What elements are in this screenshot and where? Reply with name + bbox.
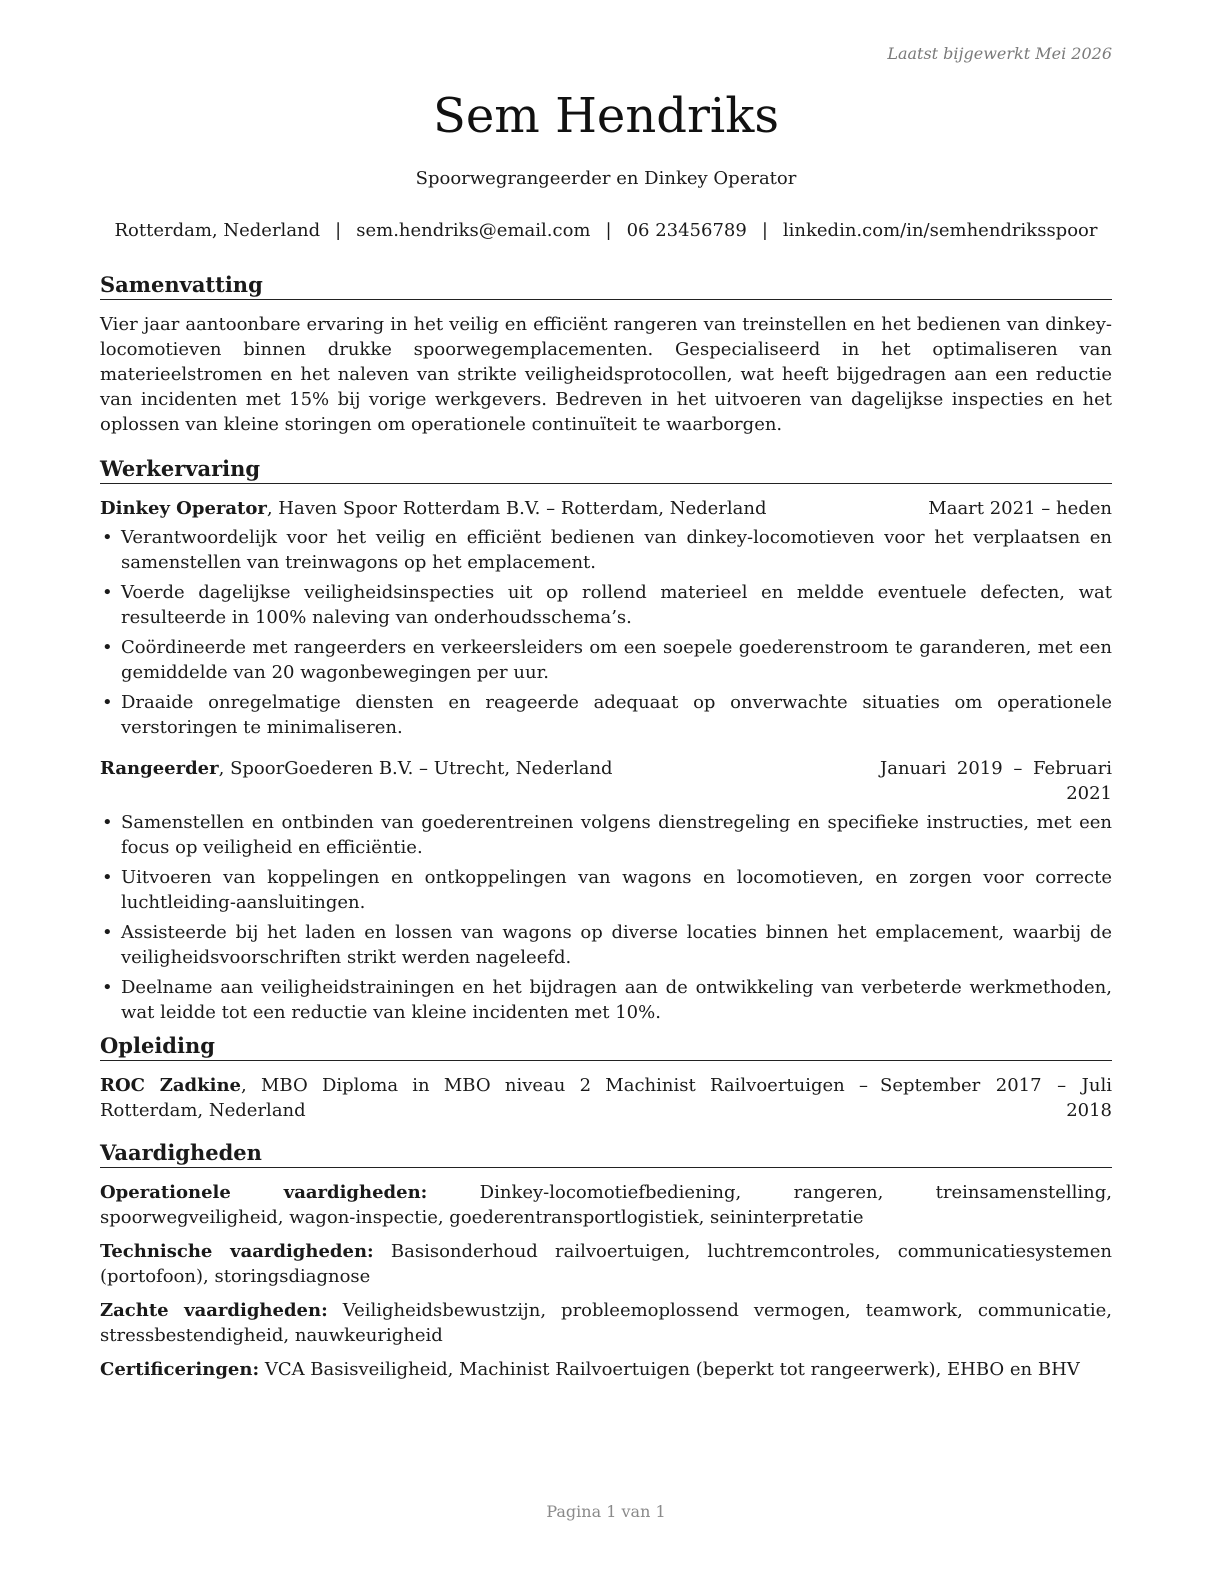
candidate-name: Sem Hendriks xyxy=(433,88,779,144)
job-role: Dinkey Operator xyxy=(100,498,267,519)
contact-phone[interactable]: 06 23456789 xyxy=(626,220,747,241)
job-company: , SpoorGoederen B.V. – Utrecht, Nederland xyxy=(218,758,613,779)
skill-text: Veiligheidsbewustzijn, probleemoplossend vermogen, teamwork, communicatie, stressbestendigheid, nauwkeurigheid xyxy=(100,1300,1112,1346)
job-bullets xyxy=(100,525,1112,740)
job-bullets xyxy=(100,810,1112,1025)
skill-label: Technische vaardigheden: xyxy=(100,1241,374,1262)
contact-location: Rotterdam, Nederland xyxy=(114,220,321,241)
job-bullet: • Draaide onregelmatige diensten en reageerde adequaat op onverwachte situaties om operationele verstoringen te minimaliseren. xyxy=(100,690,1112,740)
resume-page xyxy=(100,0,1112,1584)
skill-text: Basisonderhoud railvoertuigen, luchtremcontroles, communicatiesystemen (portofoon), storingsdiagnose xyxy=(100,1241,1112,1287)
page-number-footer: Pagina 1 van 1 xyxy=(546,1502,666,1521)
candidate-headline: Spoorwegrangeerder en Dinkey Operator xyxy=(415,168,797,189)
section-title-experience: Werkervaring xyxy=(100,455,1112,484)
job-bullet: • Coördineerde met rangeerders en verkeersleiders om een soepele goederenstroom te garanderen, met een gemiddelde van 20 wagonbewegingen per uur. xyxy=(100,635,1112,685)
job-entry xyxy=(100,496,1112,740)
job-title-line xyxy=(100,756,868,806)
section-title-summary: Samenvatting xyxy=(100,271,1112,300)
job-entry xyxy=(100,756,1112,1025)
contact-separator: | xyxy=(761,220,768,241)
skill-label: Zachte vaardigheden: xyxy=(100,1300,328,1321)
education-detail: , MBO Diploma in MBO niveau 2 Machinist Railvoertuigen – Rotterdam, Nederland xyxy=(100,1075,869,1121)
section-title-skills: Vaardigheden xyxy=(100,1139,1112,1168)
contact-email[interactable]: sem.hendriks@email.com xyxy=(356,220,591,241)
contact-separator: | xyxy=(605,220,612,241)
education-school: ROC Zadkine xyxy=(100,1075,241,1096)
skills-section xyxy=(100,1139,1112,1382)
section-title-education: Opleiding xyxy=(100,1032,1112,1061)
job-bullet: • Voerde dagelijkse veiligheidsinspecties uit op rollend materieel en meldde eventuele defecten, wat resulteerde in 100% naleving van onderhoudsschema’s. xyxy=(100,580,1112,630)
job-bullet: • Verantwoordelijk voor het veilig en efficiënt bedienen van dinkey-locomotieven voor het verplaatsen en samenstellen van treinwagons op het emplacement. xyxy=(100,525,1112,575)
education-line xyxy=(100,1073,868,1123)
skill-group xyxy=(100,1180,1112,1230)
education-dates: September 2017 – Juli 2018 xyxy=(880,1075,1112,1121)
job-dates: Januari 2019 – Februari 2021 xyxy=(880,758,1112,804)
skill-group xyxy=(100,1357,1112,1382)
job-title-line xyxy=(100,496,916,521)
job-bullet: • Samenstellen en ontbinden van goederentreinen volgens dienstregeling en specifieke instructies, met een focus op veiligheid en efficiëntie. xyxy=(100,810,1112,860)
summary-section xyxy=(100,271,1112,437)
education-section xyxy=(100,1032,1112,1123)
resume-content xyxy=(100,271,1112,1391)
skill-group xyxy=(100,1298,1112,1348)
summary-text: Vier jaar aantoonbare ervaring in het veilig en efficiënt rangeren van treinstellen en het bedienen van dinkey-locomotieven binnen drukke spoorwegemplacementen. Gespecialiseerd in het optimaliseren van materieelstromen en het naleven van strikte veiligheidsprotocollen, wat heeft bijgedragen aan een reductie van incidenten met 15% bij vorige werkgevers. Bedreven in het uitvoeren van dagelijkse inspecties en het oplossen van kleine storingen om operationele continuïteit te waarborgen. xyxy=(100,314,1112,435)
contact-line xyxy=(60,219,1152,243)
skill-text: Dinkey-locomotiefbediening, rangeren, treinsamenstelling, spoorwegveiligheid, wagon-inspectie, goederentransportlogistiek, seininterpretatie xyxy=(100,1182,1112,1228)
last-updated-note: Laatst bijgewerkt Mei 2026 xyxy=(887,44,1112,63)
job-role: Rangeerder xyxy=(100,758,219,779)
job-company: , Haven Spoor Rotterdam B.V. – Rotterdam, Nederland xyxy=(266,498,767,519)
contact-separator: | xyxy=(335,220,342,241)
contact-linkedin[interactable]: linkedin.com/in/semhendriksspoor xyxy=(782,220,1098,241)
job-dates: Maart 2021 – heden xyxy=(928,498,1112,519)
experience-section xyxy=(100,455,1112,1025)
skill-group xyxy=(100,1239,1112,1289)
job-header xyxy=(100,756,1112,806)
job-bullet: • Uitvoeren van koppelingen en ontkoppelingen van wagons en locomotieven, en zorgen voor correcte luchtleiding-aansluitingen. xyxy=(100,865,1112,915)
job-header xyxy=(100,496,1112,521)
skill-label: Operationele vaardigheden: xyxy=(100,1182,428,1203)
job-bullet: • Deelname aan veiligheidstrainingen en het bijdragen aan de ontwikkeling van verbeterde werkmethoden, wat leidde tot een reductie van kleine incidenten met 10%. xyxy=(100,975,1112,1025)
education-entry xyxy=(100,1073,1112,1123)
skill-label: Certificeringen: xyxy=(100,1359,260,1380)
skill-text: VCA Basisveiligheid, Machinist Railvoertuigen (beperkt tot rangeerwerk), EHBO en BHV xyxy=(259,1359,1080,1380)
job-bullet: • Assisteerde bij het laden en lossen van wagons op diverse locaties binnen het emplacement, waarbij de veiligheidsvoorschriften strikt werden nageleefd. xyxy=(100,920,1112,970)
